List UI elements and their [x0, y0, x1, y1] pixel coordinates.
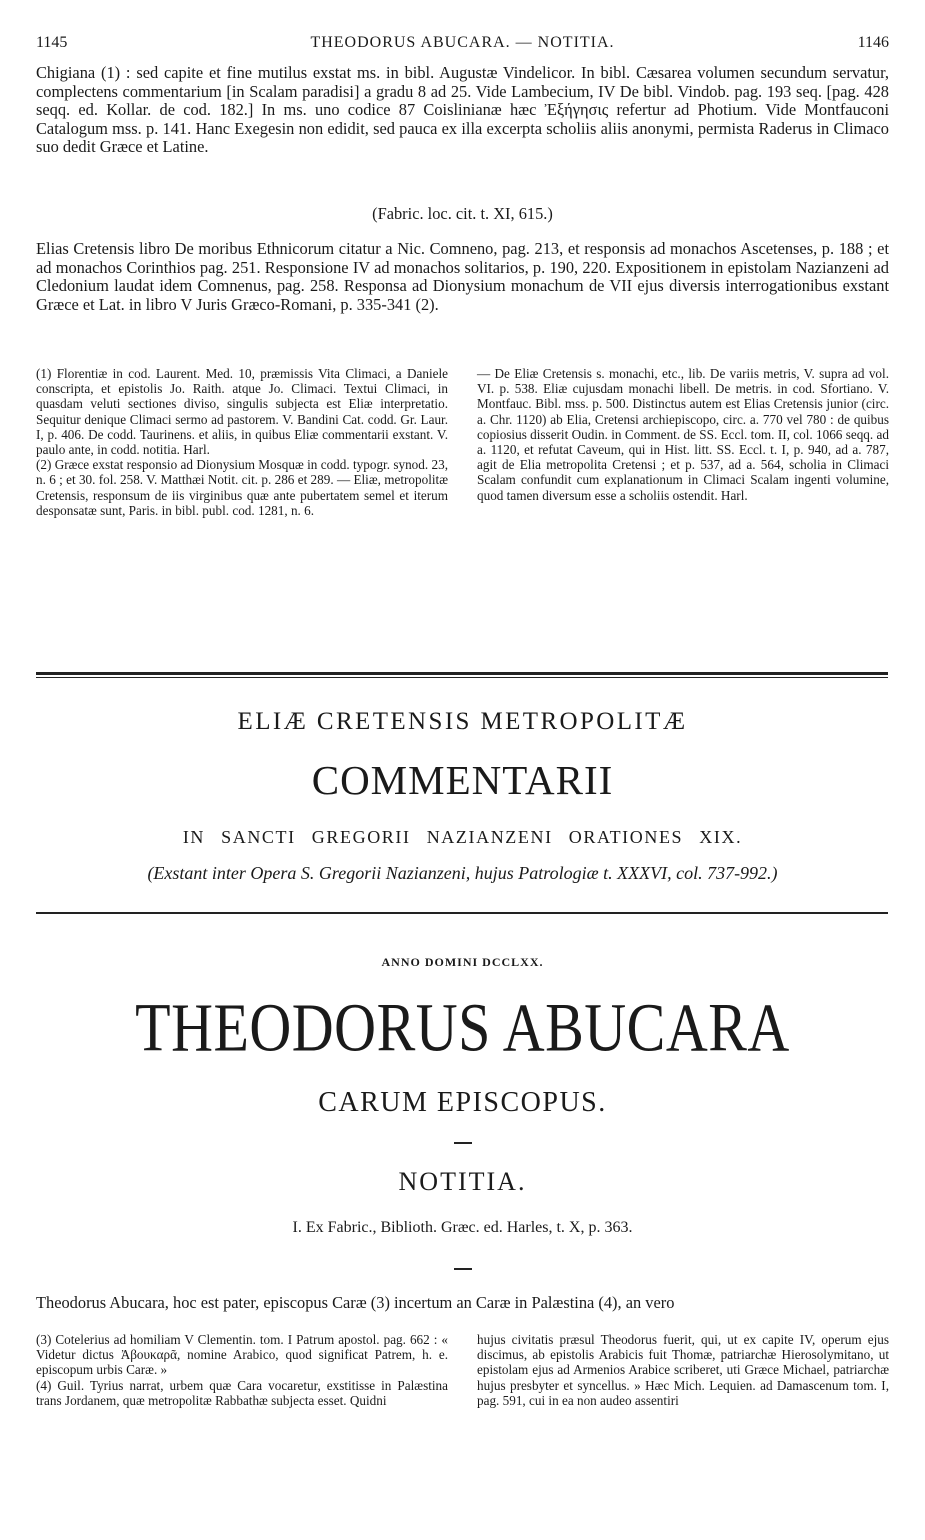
section-divider-2: [36, 912, 888, 914]
footnote-1: (1) Florentiæ in cod. Laurent. Med. 10, præmissis Vita Climaci, a Daniele conscripta, et epistolis Jo. Raith. atque Jo. Climaci. Textui Climaci, in quasdam veluti sectiones diviso, singulis subjecta est Eliæ interpretatio. Sequitur denique Climaci sermo ad pastorem. V. Bandini Cat. codd. Gr. Laur. I, p. 406. De codd. Taurinens. et aliis, in quibus Eliæ commentarii exstant. V. paulo ante, in codd. notitia. Harl.: [36, 366, 448, 458]
short-rule: [454, 1142, 472, 1144]
orationes-subtitle: IN SANCTI GREGORII NAZIANZENI ORATIONES XIX.: [182, 827, 743, 847]
right-column-number: 1146: [857, 34, 889, 51]
elias-title: ELIÆ CRETENSIS METROPOLITÆ: [237, 708, 688, 735]
elias-text: Elias Cretensis libro De moribus Ethnicorum citatur a Nic. Comneno, pag. 213, et responsis ad monachos Ascetenses, p. 188 ; et ad monachos Corinthios pag. 251. Responsione IV ad monachos solitarios, p. 190, 220. Expositionem in epistolam Nazianzeni ad Cledonium laudat idem Comnenus, pag. 258. Responsa ad Dionysium monachum de VII ejus diversis interrogationibus exstant Græce et Lat. in libro V Juris Græco-Romani, p. 335-341 (2).: [36, 239, 889, 314]
footnote-4: (4) Guil. Tyrius narrat, urbem quæ Cara vocaretur, exstitisse in Palæstina trans Jordanem, quæ metropolitæ Rabbathæ subjecta esset. Quidni: [36, 1377, 448, 1408]
footnote-3: (3) Cotelerius ad homiliam V Clementin. tom. I Patrum apostol. pag. 662 : « Videtur dictus Ἀβουκαρᾶ, nomine Arabico, quod significat Patrem, h. e. episcopum urbis Caræ. »: [36, 1332, 448, 1378]
footnote-column-right: [477, 366, 889, 503]
left-column-number: 1145: [36, 34, 68, 51]
patrologia-reference: (Exstant inter Opera S. Gregorii Nazianzeni, hujus Patrologiæ t. XXXVI, col. 737-992.): [147, 863, 778, 883]
top-footnotes: [36, 366, 889, 646]
commentarii-heading: COMMENTARII: [311, 757, 614, 803]
episcopus-subtitle: CARUM EPISCOPUS.: [318, 1087, 607, 1118]
fabricius-source: I. Ex Fabric., Biblioth. Græc. ed. Harles, t. X, p. 363.: [292, 1219, 633, 1236]
footnote-4-continued: hujus civitatis præsul Theodorus fuerit, qui, ut ex capite IV, operum ejus discimus, ab epistolis Arabicis fuit Thomæ, patriarchæ Hierosolymitano, ut epistolam ejus ad Armenios Arabice scriberet, uti Græce Michael, patriarchæ hujus presbyter et syncellus. » Hæc Mich. Lequien. ad Damascenum tom. I, pag. 591, cui in ea non audeo assentiri: [477, 1332, 889, 1408]
footnote-column-left-2: [36, 1332, 448, 1408]
footnote-column-left: [36, 366, 448, 518]
intro-text: Chigiana (1) : sed capite et fine mutilus exstat ms. in bibl. Augustæ Vindelicor. In bibl. Cæsarea volumen secundum servatur, complectens commentarium [in Scalam paradisi] a gradu 8 ad 25. Vide Lambecium, IV De bibl. Vindob. pag. 193 seq. [pag. 428 seqq. ed. Kollar. de cod. 182.] In ms. uno codice 87 Coislinianæ hæc Ἐξήγησις refertur ad Photium. Vide Montfauconi Catalogum mss. p. 141. Hanc Exegesin non edidit, sed pauca ex illa excerpta scholiis aliis anonymi, permista Raderus in Climaco suo dedit Græce et Latine.: [36, 63, 889, 157]
body-text: Theodorus Abucara, hoc est pater, episcopus Caræ (3) incertum an Caræ in Palæstina (4), an vero: [36, 1293, 675, 1312]
footnote-2-continued: — De Eliæ Cretensis s. monachi, etc., lib. De variis metris, V. supra ad vol. VI. p. 538. Eliæ cujusdam monachi libell. De metris. in cod. Sfortiano. V. Montfauc. Bibl. mss. p. 500. Distinctus autem est Elias Cretensis junior (circ. a. Chr. 1120) ab Elia, Cretensi archiepiscopo, circ. a. 770 vel 780 : de quibus copiosius disserit Oudin. in Comment. de SS. Eccl. tom. II, col. 1066 seqq. ad a. 1120, et refutat Caveum, qui in Hist. litt. SS. Eccl. t. I, p. 940, ad a. 787, agit de Elia metropolita Cretensi ; et p. 537, ad a. 564, scholia in Climaci Scalam confundit cum explanationum in Climaci Scalam ingenti volumine, quod tamen diversum esse a scholiis ostendit. Harl.: [477, 366, 889, 503]
short-rule-2: [454, 1268, 472, 1270]
fabricius-citation: (Fabric. loc. cit. t. XI, 615.): [372, 204, 553, 223]
anno-domini-line: ANNO DOMINI DCCLXX.: [381, 955, 544, 969]
bottom-footnotes: [36, 1332, 889, 1502]
section-divider: [36, 672, 888, 675]
running-title: THEODORUS ABUCARA. — NOTITIA.: [310, 34, 615, 51]
body-paragraph: [36, 1294, 889, 1313]
intro-paragraph: [36, 64, 889, 157]
notitia-heading: NOTITIA.: [398, 1167, 527, 1196]
footnote-column-right-2: [477, 1332, 889, 1408]
running-header: [36, 34, 889, 56]
theodorus-heading: THEODORUS ABUCARA: [135, 989, 790, 1066]
elias-paragraph: [36, 240, 889, 314]
footnote-2: (2) Græce exstat responsio ad Dionysium Mosquæ in codd. typogr. synod. 23, n. 6 ; et 30. fol. 258. V. Matthæi Notit. cit. p. 286 et 289. — Eliæ, metropolitæ Cretensis, responsum de iis virginibus quæ ante pubertatem semel et iterum desponsatæ sunt, Paris. in bibl. publ. cod. 1281, n. 6.: [36, 457, 448, 518]
